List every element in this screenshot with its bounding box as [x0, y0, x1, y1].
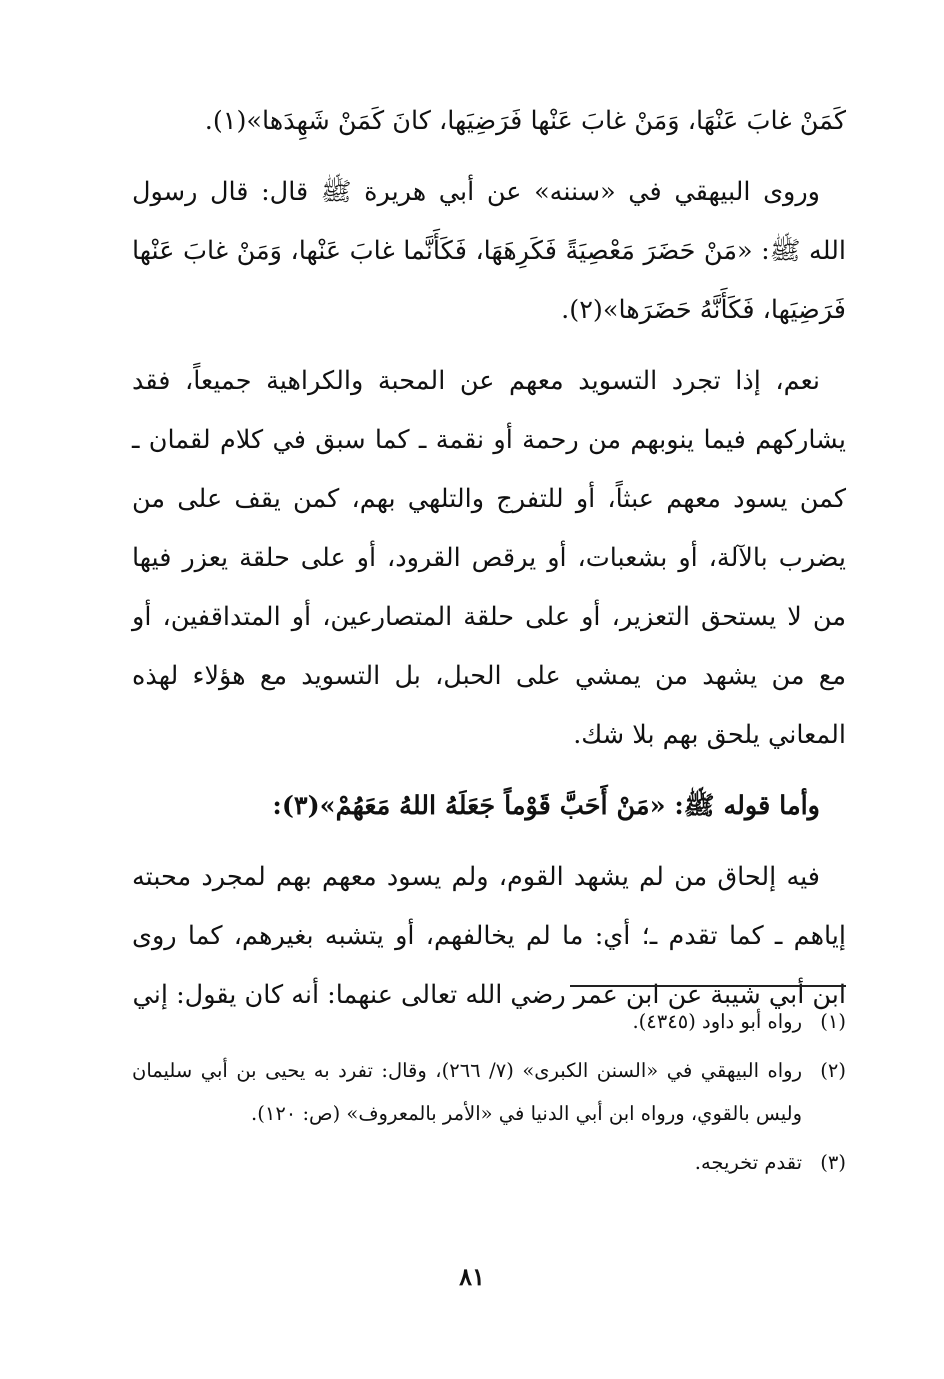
paragraph-continuation: كَمَنْ غابَ عَنْهَا، وَمَنْ غابَ عَنْها فَرَضِيَها، كانَ كَمَنْ شَهِدَها»(١).: [204, 106, 846, 136]
paragraph-heading-hadith: وأما قوله ﷺ: «مَنْ أَحَبَّ قَوْماً جَعَلَهُ اللهُ مَعَهُمْ»(٣):: [272, 791, 820, 821]
footnote-number: (٢): [820, 1059, 846, 1082]
footnote-text: رواه أبو داود (٤٣٤٥).: [632, 1010, 802, 1033]
footnote-divider: [570, 985, 846, 987]
paragraph-ilhaq: فيه إلحاق من لم يشهد القوم، ولم يسود معهم بهم لمجرد محبته إياهم ـ كما تقدم ـ؛ أي: ما لم يخالفهم، أو يتشبه بغيرهم، كما روى ابن أبي شيبة عن ابن عمر رضي الله تعالى عنهما: أنه كان يقول: إني: [132, 862, 846, 1010]
paragraph-tasweed: نعم، إذا تجرد التسويد معهم عن المحبة والكراهية جميعاً، فقد يشاركهم فيما ينوبهم من رحمة أو نقمة ـ كما سبق في كلام لقمان ـ كمن يسود معهم عبثاً، أو للتفرج والتلهي بهم، كمن يقف على من يضرب بالآلة، أو بشعبات، أو يرقص القرود، أو على حلقة يعزر فيها من لا يستحق التعزير، أو على حلقة المتصارعين، أو المتداقفين، أو مع من يشهد من يمشي على الحبل، بل التسويد مع هؤلاء لهذه المعاني يلحق بهم بلا شك.: [132, 366, 846, 750]
paragraph-bayhaqi: وروى البيهقي في «سننه» عن أبي هريرة ﷺ قال: قال رسول الله ﷺ: «مَنْ حَضَرَ مَعْصِيَةً فَكَرِهَهَا، فَكَأَنَّما غابَ عَنْها، وَمَنْ غابَ عَنْها فَرَضِيَها، فَكَأَنَّهُ حَضَرَها»(٢).: [132, 177, 846, 325]
page-number: ٨١: [459, 1262, 485, 1291]
footnote-2: [132, 1049, 846, 1135]
footnote-number: (٣): [820, 1151, 846, 1174]
footnote-text: تقدم تخريجه.: [694, 1151, 802, 1174]
footnote-number: (١): [820, 1010, 846, 1033]
footnote-1: [132, 1000, 846, 1043]
footnote-text: رواه البيهقي في «السنن الكبرى» (٧/ ٢٦٦)، وقال: تفرد به يحيى بن أبي سليمان وليس بالقوي، ورواه ابن أبي الدنيا في «الأمر بالمعروف» (ص: ١٢٠).: [132, 1059, 802, 1125]
footnote-3: [132, 1141, 846, 1184]
main-text: [132, 92, 846, 1037]
footnotes: [132, 1000, 846, 1190]
